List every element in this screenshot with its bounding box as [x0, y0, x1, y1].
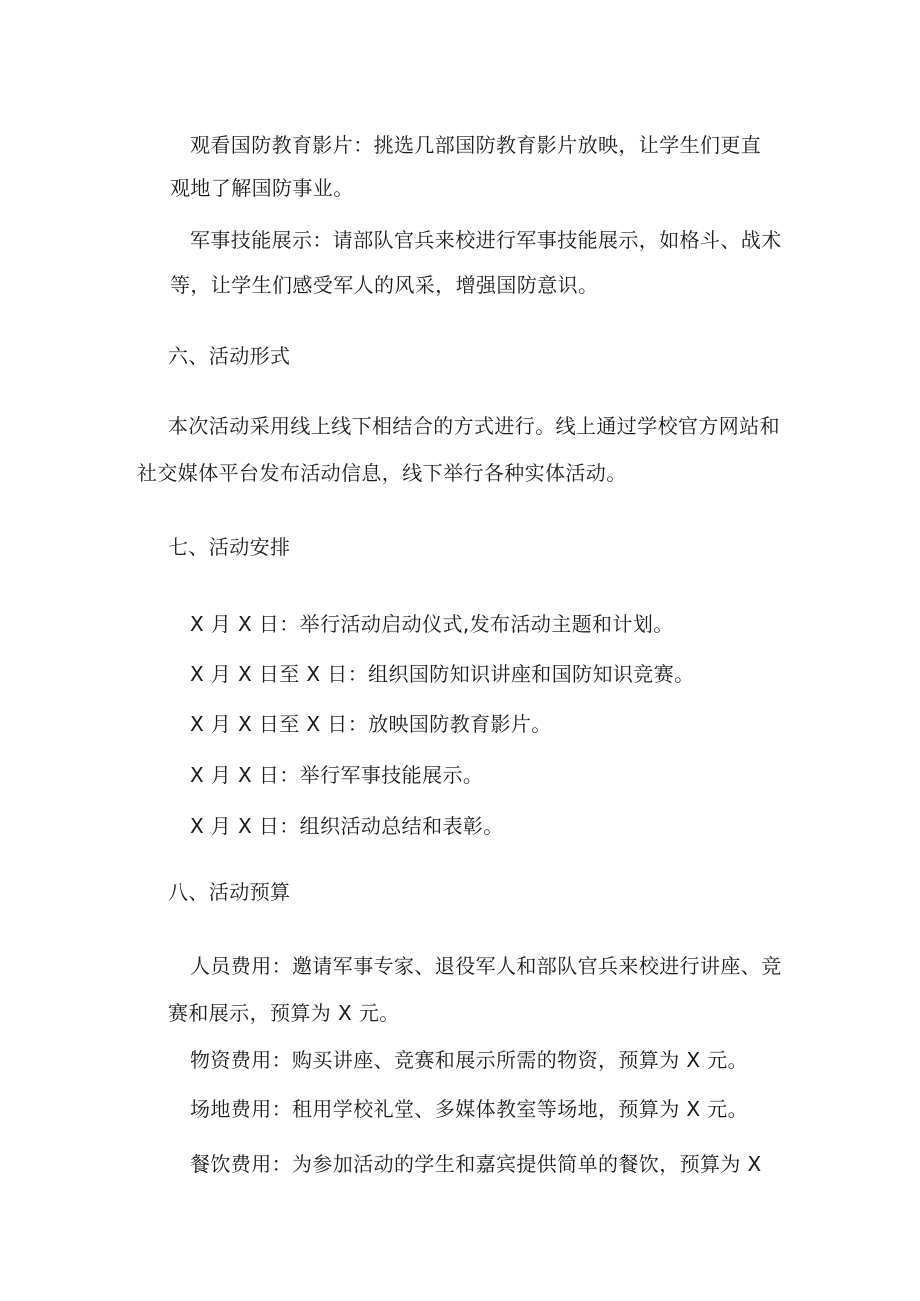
- venue-cost: 场地费用：租用学校礼堂、多媒体教室等场地，预算为 X 元。: [190, 1097, 749, 1121]
- schedule-item: X 月 X 日至 X 日：放映国防教育影片。: [190, 712, 552, 736]
- section6-heading: 六、活动形式: [168, 344, 291, 368]
- section7-heading: 七、活动安排: [168, 535, 291, 559]
- film-paragraph-line1: 观看国防教育影片：挑选几部国防教育影片放映，让学生们更直: [190, 133, 762, 157]
- skills-paragraph-line1: 军事技能展示：请部队官兵来校进行军事技能展示，如格斗、战术: [190, 228, 782, 252]
- film-paragraph-line2: 观地了解国防事业。: [170, 176, 354, 200]
- catering-cost-line1: 餐饮费用：为参加活动的学生和嘉宾提供简单的餐饮，预算为 X: [190, 1152, 762, 1176]
- schedule-item: X 月 X 日至 X 日：组织国防知识讲座和国防知识竞赛。: [190, 662, 695, 686]
- skills-paragraph-line2: 等，让学生们感受军人的风采，增强国防意识。: [170, 273, 599, 297]
- section6-body-line1: 本次活动采用线上线下相结合的方式进行。线上通过学校官方网站和: [168, 414, 780, 438]
- schedule-item: X 月 X 日：举行活动启动仪式,发布活动主题和计划。: [190, 612, 674, 636]
- schedule-item: X 月 X 日：举行军事技能展示。: [190, 763, 484, 787]
- section6-body-line2: 社交媒体平台发布活动信息，线下举行各种实体活动。: [137, 461, 627, 485]
- materials-cost: 物资费用：购买讲座、竞赛和展示所需的物资，预算为 X 元。: [190, 1048, 749, 1072]
- personnel-cost-line2: 赛和展示，预算为 X 元。: [168, 1001, 400, 1025]
- section8-heading: 八、活动预算: [168, 880, 291, 904]
- personnel-cost-line1: 人员费用：邀请军事专家、退役军人和部队官兵来校进行讲座、竞: [190, 954, 782, 978]
- schedule-item: X 月 X 日：组织活动总结和表彰。: [190, 814, 504, 838]
